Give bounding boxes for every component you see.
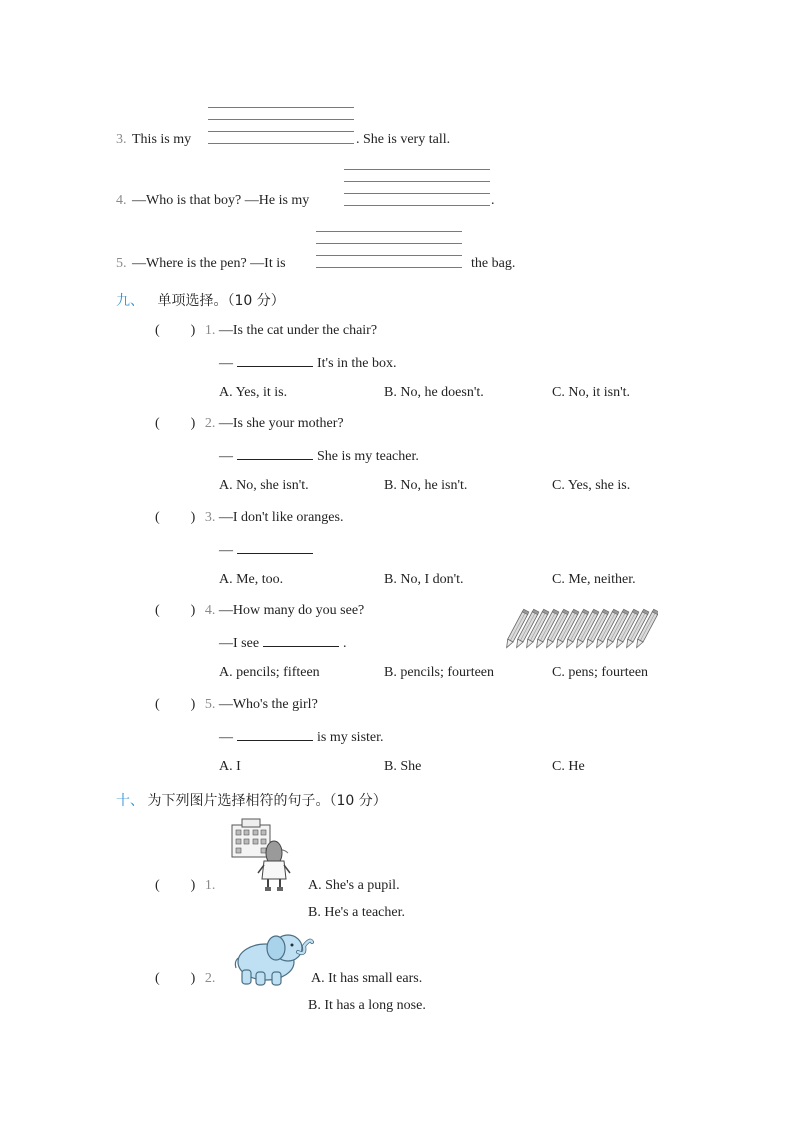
question-2: ( ) 2. —Is she your mother? <box>155 416 344 431</box>
option-c[interactable]: C. Me, neither. <box>552 572 636 587</box>
question-4: ( ) 4. —How many do you see? <box>155 603 365 618</box>
option-b[interactable]: B. pencils; fourteen <box>384 665 495 680</box>
option-b[interactable]: B. He's a teacher. <box>308 905 405 920</box>
option-b[interactable]: B. It has a long nose. <box>308 998 426 1013</box>
question-5-response: — is my sister. <box>219 730 384 745</box>
answer-blank[interactable] <box>237 728 313 741</box>
question-5: ( ) 5. —Who's the girl? <box>155 697 318 712</box>
fill-item-4-after: . <box>491 193 495 208</box>
match-item-1: ( ) 1. <box>155 878 216 893</box>
option-c[interactable]: C. No, it isn't. <box>552 385 630 400</box>
answer-blank[interactable] <box>237 541 313 554</box>
pencils-illustration <box>506 608 658 652</box>
option-c[interactable]: C. He <box>552 759 585 774</box>
question-1: ( ) 1. —Is the cat under the chair? <box>155 323 378 338</box>
option-a[interactable]: A. No, she isn't. <box>219 478 309 493</box>
option-b[interactable]: B. No, he isn't. <box>384 478 468 493</box>
section-heading-10: 十、 为下列图片选择相符的句子。（10 分） <box>116 793 387 809</box>
answer-blank[interactable] <box>263 634 339 647</box>
question-4-response: —I see . <box>219 636 347 651</box>
writing-lines[interactable] <box>316 231 462 271</box>
question-3: ( ) 3. —I don't like oranges. <box>155 510 344 525</box>
answer-blank[interactable] <box>237 354 313 367</box>
option-b[interactable]: B. She <box>384 759 422 774</box>
option-b[interactable]: B. No, he doesn't. <box>384 385 484 400</box>
option-a[interactable]: A. I <box>219 759 241 774</box>
option-a[interactable]: A. Me, too. <box>219 572 284 587</box>
section-heading-9: 九、 单项选择。（10 分） <box>116 293 285 309</box>
elephant-illustration <box>232 928 314 988</box>
question-2-response: — She is my teacher. <box>219 449 419 464</box>
question-1-response: — It's in the box. <box>219 356 397 371</box>
match-item-2: ( ) 2. <box>155 971 216 986</box>
writing-lines[interactable] <box>208 107 354 147</box>
fill-item-3-after: . She is very tall. <box>356 132 451 147</box>
school-girl-illustration <box>228 817 296 893</box>
fill-item-3: 3. This is my <box>116 132 192 147</box>
fill-item-5: 5. —Where is the pen? —It is <box>116 256 286 271</box>
option-a[interactable]: A. Yes, it is. <box>219 385 288 400</box>
answer-blank[interactable] <box>237 447 313 460</box>
fill-item-4: 4. —Who is that boy? —He is my <box>116 193 310 208</box>
option-c[interactable]: C. pens; fourteen <box>552 665 649 680</box>
option-a[interactable]: A. She's a pupil. <box>308 878 400 893</box>
option-c[interactable]: C. Yes, she is. <box>552 478 631 493</box>
option-a[interactable]: A. It has small ears. <box>311 971 423 986</box>
option-b[interactable]: B. No, I don't. <box>384 572 464 587</box>
fill-item-5-after: the bag. <box>471 256 516 271</box>
writing-lines[interactable] <box>344 169 490 209</box>
option-a[interactable]: A. pencils; fifteen <box>219 665 320 680</box>
question-3-response: — <box>219 541 317 559</box>
